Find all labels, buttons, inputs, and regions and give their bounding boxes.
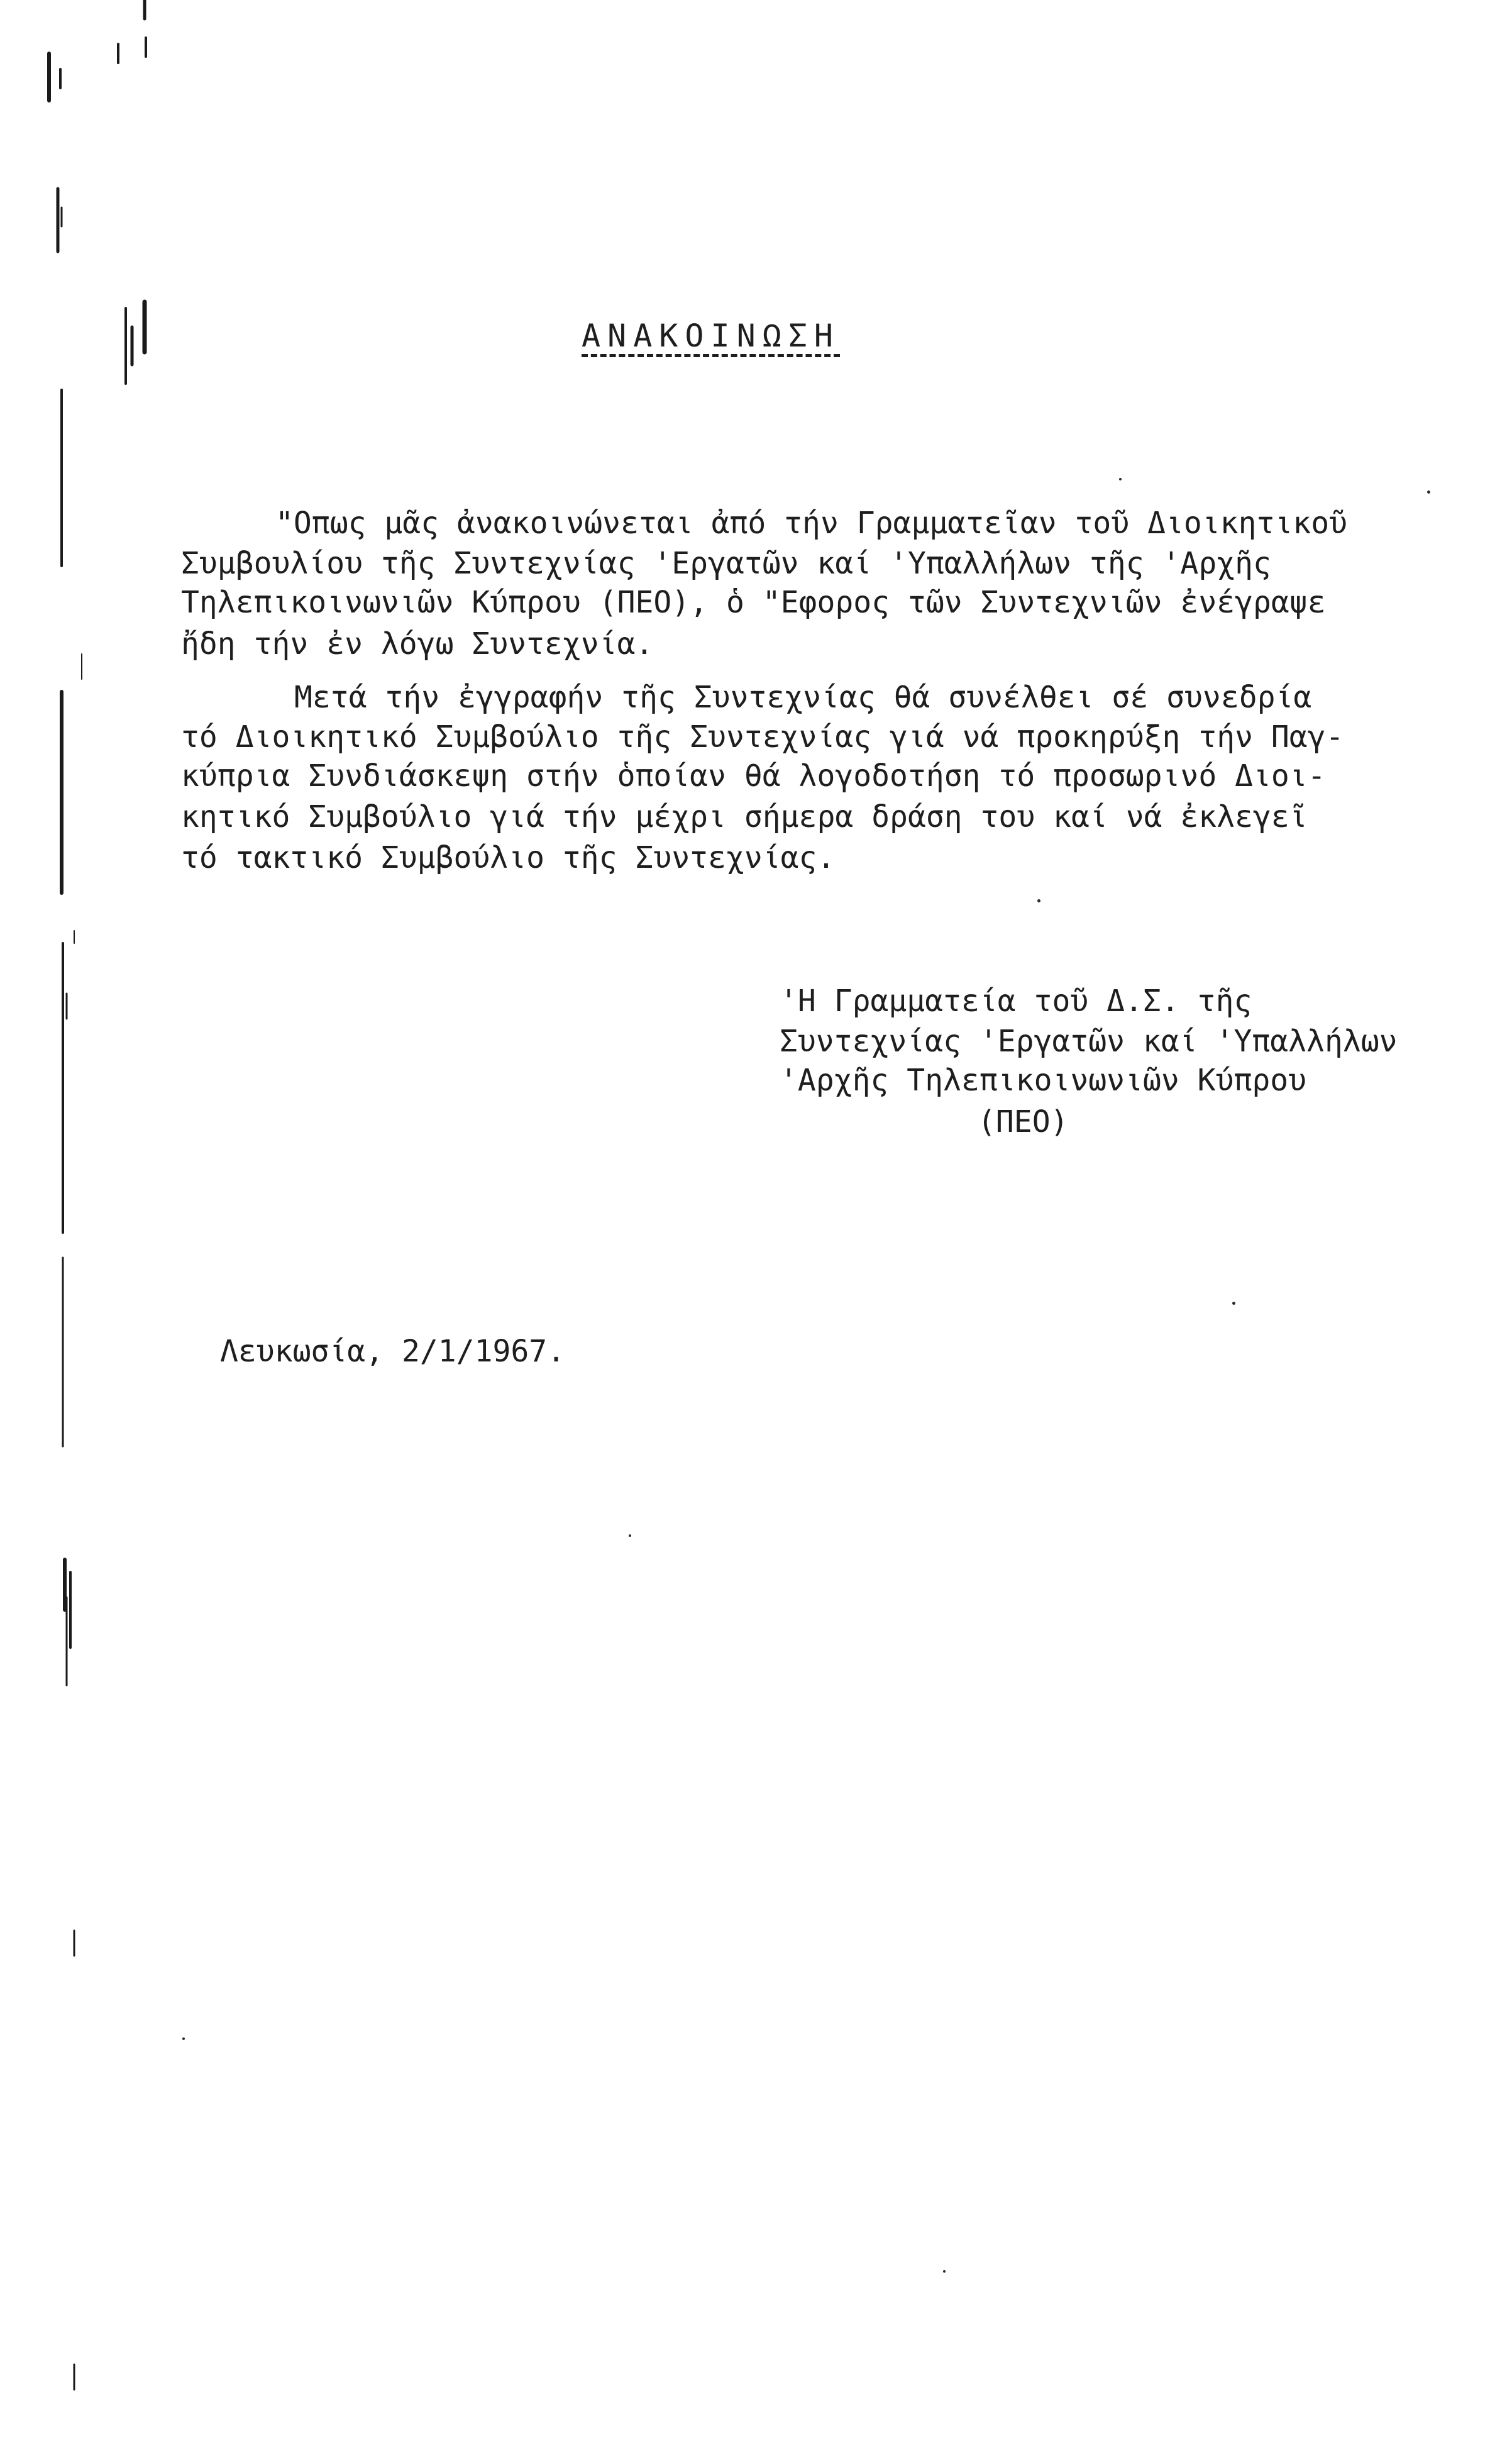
paragraph-1-line-4: ἤδη τήν ἐν λόγω Συντεχνία. [181, 626, 654, 662]
scan-speck [943, 2270, 946, 2273]
paragraph-1-line-1: "Οπως μᾶς ἀνακοινώνεται ἀπό τήν Γραμματεῖαν τοῦ Διοικητικοῦ [275, 506, 1348, 541]
scan-speck [1037, 899, 1040, 902]
paragraph-1-line-2: Συμβουλίου τῆς Συντεχνίας 'Εργατῶν καί 'Υπαλλήλων τῆς 'Αρχῆς [181, 546, 1271, 581]
signature-line-3: 'Αρχῆς Τηλεπικοινωνιῶν Κύπρου [780, 1063, 1307, 1098]
paragraph-2-line-5: τό τακτικό Συμβούλιο τῆς Συντεχνίας. [181, 840, 836, 875]
place-and-date: Λευκωσία, 2/1/1967. [220, 1334, 566, 1369]
document-title: ΑΝΑΚΟΙΝΩΣΗ [582, 318, 841, 354]
paragraph-2-line-4: κητικό Συμβούλιο γιά τήν μέχρι σήμερα δράση του καί νά ἐκλεγεῖ [181, 799, 1308, 834]
binding-edge-marks [0, 0, 189, 2455]
scan-speck [629, 1534, 631, 1537]
paragraph-2-line-2: τό Διοικητικό Συμβούλιο τῆς Συντεχνίας γιά νά προκηρύξη τήν Παγ- [181, 719, 1344, 755]
paragraph-1-line-3: Τηλεπικοινωνιῶν Κύπρου (ΠΕΟ), ὁ "Εφορος τῶν Συντεχνιῶν ἐνέγραψε [181, 585, 1326, 620]
signature-line-4: (ΠΕΟ) [978, 1104, 1069, 1139]
signature-line-2: Συντεχνίας 'Εργατῶν καί 'Υπαλλήλων [780, 1024, 1398, 1059]
paragraph-2-line-3: κύπρια Συνδιάσκεψη στήν ὁποίαν θά λογοδοτήση τό προσωρινό Διοι- [181, 758, 1326, 794]
scan-speck [1427, 490, 1430, 494]
scan-speck [1232, 1302, 1235, 1305]
scan-speck [182, 2037, 185, 2040]
scan-speck [1119, 478, 1122, 480]
paragraph-2-line-1: Μετά τήν ἐγγραφήν τῆς Συντεχνίας θά συνέλθει σέ συνεδρία [294, 680, 1312, 715]
signature-line-1: 'Η Γραμματεία τοῦ Δ.Σ. τῆς [780, 984, 1252, 1019]
